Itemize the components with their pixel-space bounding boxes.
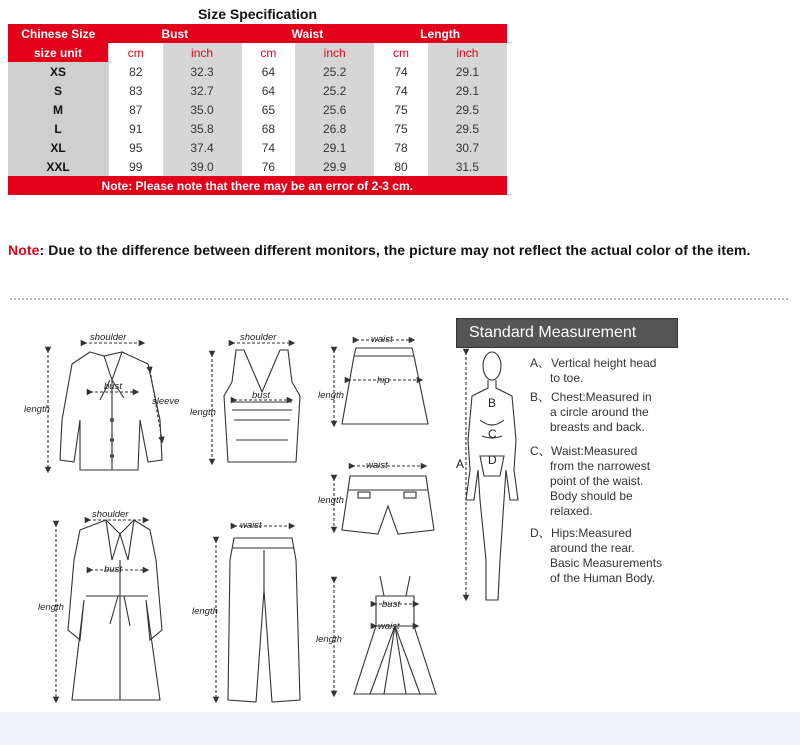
size-value-cell: 29.9 <box>296 157 374 176</box>
monitor-note-text: : Due to the difference between different monitors, the picture may not reflect the actual color of the item. <box>39 242 751 258</box>
measurement-line: breasts and back. <box>550 420 645 434</box>
size-label: XL <box>8 138 109 157</box>
dress-diagram <box>334 576 436 694</box>
measurement-line: Vertical height head <box>551 356 657 370</box>
size-value-cell: 75 <box>374 119 429 138</box>
shorts-diagram <box>334 466 434 534</box>
size-label: S <box>8 81 109 100</box>
size-value-cell: 64 <box>241 81 296 100</box>
skirt-length-label: length <box>318 390 344 401</box>
size-value-cell: 76 <box>241 157 296 176</box>
size-value-cell: 32.7 <box>163 81 241 100</box>
dress-waist-label: waist <box>378 621 400 632</box>
size-value-cell: 31.5 <box>428 157 506 176</box>
shorts-waist-label: waist <box>366 460 388 471</box>
size-value-cell: 29.5 <box>428 119 506 138</box>
figure-mark-c: C <box>488 427 497 441</box>
size-value-cell: 74 <box>374 81 429 100</box>
size-value-cell: 32.3 <box>163 62 241 81</box>
measurement-line: Body should be <box>550 489 633 503</box>
dress-bust-label: bust <box>382 599 400 610</box>
size-value-cell: 29.5 <box>428 100 506 119</box>
measurement-line: a circle around the <box>550 405 649 419</box>
figure-mark-a: A <box>456 457 465 471</box>
waist-header: Waist <box>241 24 374 43</box>
bust-header: Bust <box>109 24 242 43</box>
size-value-cell: 83 <box>109 81 164 100</box>
size-value-cell: 29.1 <box>428 81 506 100</box>
shirt-diagram <box>48 343 162 470</box>
size-spec-title: Size Specification <box>197 6 318 22</box>
pants-length-label: length <box>192 606 218 617</box>
measurement-key: B、 <box>530 390 551 404</box>
measurement-line: of the Human Body. <box>550 571 656 585</box>
size-value-cell: 78 <box>374 138 429 157</box>
coat-shoulder-label: shoulder <box>92 509 129 520</box>
measurement-key: A、 <box>530 356 551 370</box>
tank-diagram <box>212 343 300 462</box>
dress-length-label: length <box>316 634 342 645</box>
tank-length-label: length <box>190 407 216 418</box>
size-value-cell: 25.6 <box>296 100 374 119</box>
size-value-cell: 65 <box>241 100 296 119</box>
size-value-cell: 39.0 <box>163 157 241 176</box>
size-value-cell: 25.2 <box>296 81 374 100</box>
coat-length-label: length <box>38 602 64 613</box>
unit-cell: cm <box>374 43 429 62</box>
size-value-cell: 35.0 <box>163 100 241 119</box>
chinese-size-header: Chinese Size <box>8 24 109 43</box>
shirt-length-label: length <box>24 404 50 415</box>
monitor-note-label: Note <box>8 242 40 258</box>
unit-cell: cm <box>241 43 296 62</box>
measurement-key: D、 <box>530 526 551 540</box>
measurement-line: Hips:Measured <box>551 526 632 540</box>
shirt-shoulder-label: shoulder <box>90 332 127 343</box>
size-value-cell: 80 <box>374 157 429 176</box>
coat-diagram <box>56 520 162 700</box>
size-value-cell: 30.7 <box>428 138 506 157</box>
human-figure <box>466 352 518 600</box>
measurement-line: Chest:Measured in <box>551 390 652 404</box>
size-label: XXL <box>8 157 109 176</box>
error-note: Note: Please note that there may be an error of 2-3 cm. <box>8 176 507 195</box>
pants-diagram <box>216 526 300 702</box>
measurement-key: C、 <box>530 444 551 458</box>
size-value-cell: 82 <box>109 62 164 81</box>
measurement-line: point of the waist. <box>550 474 644 488</box>
size-value-cell: 99 <box>109 157 164 176</box>
size-label: XS <box>8 62 109 81</box>
size-value-cell: 35.8 <box>163 119 241 138</box>
pants-waist-label: waist <box>240 520 262 531</box>
size-value-cell: 91 <box>109 119 164 138</box>
size-value-cell: 29.1 <box>428 62 506 81</box>
coat-bust-label: bust <box>104 564 122 575</box>
size-value-cell: 26.8 <box>296 119 374 138</box>
tank-bust-label: bust <box>252 390 270 401</box>
shorts-length-label: length <box>318 495 344 506</box>
size-value-cell: 74 <box>241 138 296 157</box>
measurement-line: around the rear. <box>550 541 635 555</box>
unit-cell: inch <box>428 43 506 62</box>
unit-cell: cm <box>109 43 164 62</box>
standard-measurement-title <box>456 318 678 348</box>
size-value-cell: 75 <box>374 100 429 119</box>
length-header: Length <box>374 24 507 43</box>
size-value-cell: 64 <box>241 62 296 81</box>
measurement-line: Basic Measurements <box>550 556 663 570</box>
skirt-waist-label: waist <box>371 334 393 345</box>
size-value-cell: 29.1 <box>296 138 374 157</box>
shirt-sleeve-label: sleeve <box>152 396 180 407</box>
size-unit-label: size unit <box>8 43 109 62</box>
standard-measurement-title-text: Standard Measurement <box>469 324 637 341</box>
measurement-line: Waist:Measured <box>551 444 638 458</box>
unit-cell: inch <box>163 43 241 62</box>
size-label: M <box>8 100 109 119</box>
figure-mark-d: D <box>488 453 497 467</box>
size-label: L <box>8 119 109 138</box>
figure-mark-b: B <box>488 396 497 410</box>
size-value-cell: 37.4 <box>163 138 241 157</box>
measurement-line: to toe. <box>550 371 584 385</box>
unit-cell: inch <box>296 43 374 62</box>
measurement-line: from the narrowest <box>550 459 651 473</box>
measurement-line: relaxed. <box>550 504 593 518</box>
size-value-cell: 25.2 <box>296 62 374 81</box>
tank-shoulder-label: shoulder <box>240 332 277 343</box>
size-value-cell: 68 <box>241 119 296 138</box>
size-value-cell: 74 <box>374 62 429 81</box>
shirt-bust-label: bust <box>104 381 122 392</box>
skirt-hip-label: hip <box>377 375 390 386</box>
bottom-strip <box>0 712 800 745</box>
size-value-cell: 95 <box>109 138 164 157</box>
size-value-cell: 87 <box>109 100 164 119</box>
